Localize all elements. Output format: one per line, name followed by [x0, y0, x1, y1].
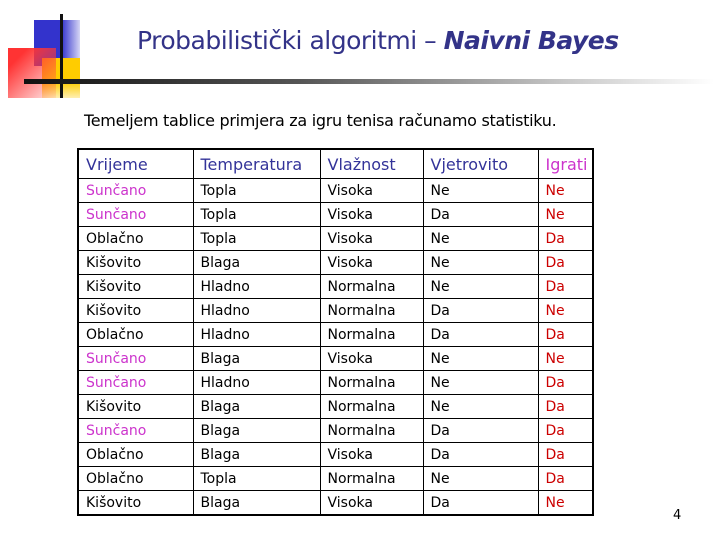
table-row	[78, 491, 593, 516]
table-cell: Sunčano	[78, 179, 193, 203]
table-cell: Da	[423, 491, 538, 516]
table-cell: Hladno	[193, 323, 320, 347]
title-emphasis: Naivni Bayes	[443, 26, 619, 55]
table-row	[78, 203, 593, 227]
table-cell: Normalna	[320, 275, 423, 299]
table-cell: Da	[423, 419, 538, 443]
table-cell: Da	[423, 299, 538, 323]
table-cell: Ne	[423, 227, 538, 251]
table-cell: Normalna	[320, 395, 423, 419]
slide-subtitle: Temeljem tablice primjera za igru tenisa računamo statistiku.	[84, 111, 557, 130]
decor-vertical-line	[60, 14, 63, 98]
table-cell: Visoka	[320, 179, 423, 203]
table-cell: Ne	[423, 251, 538, 275]
table-cell: Visoka	[320, 227, 423, 251]
table-cell: Da	[538, 323, 593, 347]
table-cell: Da	[538, 275, 593, 299]
table-cell: Ne	[538, 347, 593, 371]
table-cell: Oblačno	[78, 323, 193, 347]
table-cell: Blaga	[193, 491, 320, 516]
table-cell: Normalna	[320, 467, 423, 491]
table-cell: Oblačno	[78, 467, 193, 491]
table-cell: Da	[538, 419, 593, 443]
table-cell: Oblačno	[78, 227, 193, 251]
table-row	[78, 443, 593, 467]
page-number: 4	[673, 508, 682, 523]
table-cell: Blaga	[193, 395, 320, 419]
table-cell: Topla	[193, 179, 320, 203]
table-cell: Ne	[423, 347, 538, 371]
table-cell: Normalna	[320, 419, 423, 443]
table-row	[78, 179, 593, 203]
table-row	[78, 323, 593, 347]
table-cell: Ne	[538, 491, 593, 516]
table-row	[78, 251, 593, 275]
column-header: Vlažnost	[320, 149, 423, 179]
table-cell: Visoka	[320, 443, 423, 467]
table-cell: Ne	[538, 179, 593, 203]
table-cell: Hladno	[193, 299, 320, 323]
table-cell: Da	[538, 443, 593, 467]
table-row	[78, 299, 593, 323]
table-row	[78, 419, 593, 443]
title-main: Probabilistički algoritmi –	[137, 26, 444, 55]
decor-red-square	[8, 48, 56, 98]
table-cell: Ne	[538, 203, 593, 227]
table-cell: Ne	[423, 275, 538, 299]
table-cell: Da	[538, 371, 593, 395]
table-cell: Da	[423, 323, 538, 347]
table-cell: Kišovito	[78, 275, 193, 299]
table-cell: Ne	[538, 299, 593, 323]
table-cell: Topla	[193, 227, 320, 251]
column-header: Igrati	[538, 149, 593, 179]
table-row	[78, 227, 593, 251]
table-cell: Normalna	[320, 323, 423, 347]
table-row	[78, 467, 593, 491]
table-cell: Normalna	[320, 299, 423, 323]
table-cell: Normalna	[320, 371, 423, 395]
table-row	[78, 275, 593, 299]
column-header: Temperatura	[193, 149, 320, 179]
table-cell: Blaga	[193, 419, 320, 443]
decor-horizontal-line	[24, 79, 714, 84]
table-cell: Da	[538, 251, 593, 275]
table-cell: Visoka	[320, 251, 423, 275]
table-cell: Da	[423, 443, 538, 467]
table-cell: Kišovito	[78, 299, 193, 323]
table-cell: Visoka	[320, 203, 423, 227]
table-cell: Sunčano	[78, 371, 193, 395]
table-row	[78, 395, 593, 419]
table-cell: Visoka	[320, 491, 423, 516]
table-cell: Hladno	[193, 275, 320, 299]
slide-title	[137, 26, 619, 55]
table-cell: Sunčano	[78, 419, 193, 443]
table-row	[78, 371, 593, 395]
table-cell: Kišovito	[78, 395, 193, 419]
table-cell: Topla	[193, 467, 320, 491]
column-header: Vjetrovito	[423, 149, 538, 179]
table-header-row	[78, 149, 593, 179]
table-cell: Blaga	[193, 347, 320, 371]
table-cell: Da	[538, 227, 593, 251]
table-cell: Da	[423, 203, 538, 227]
column-header: Vrijeme	[78, 149, 193, 179]
table-cell: Ne	[423, 395, 538, 419]
table-row	[78, 347, 593, 371]
table-cell: Kišovito	[78, 251, 193, 275]
table-cell: Da	[538, 395, 593, 419]
table-cell: Oblačno	[78, 443, 193, 467]
table-cell: Ne	[423, 179, 538, 203]
table-cell: Kišovito	[78, 491, 193, 516]
table-cell: Sunčano	[78, 203, 193, 227]
table-cell: Ne	[423, 467, 538, 491]
table-cell: Ne	[423, 371, 538, 395]
table-cell: Blaga	[193, 443, 320, 467]
table-cell: Sunčano	[78, 347, 193, 371]
table-cell: Topla	[193, 203, 320, 227]
table-cell: Hladno	[193, 371, 320, 395]
tennis-data-table	[77, 148, 594, 516]
table-cell: Da	[538, 467, 593, 491]
table-cell: Visoka	[320, 347, 423, 371]
table-cell: Blaga	[193, 251, 320, 275]
